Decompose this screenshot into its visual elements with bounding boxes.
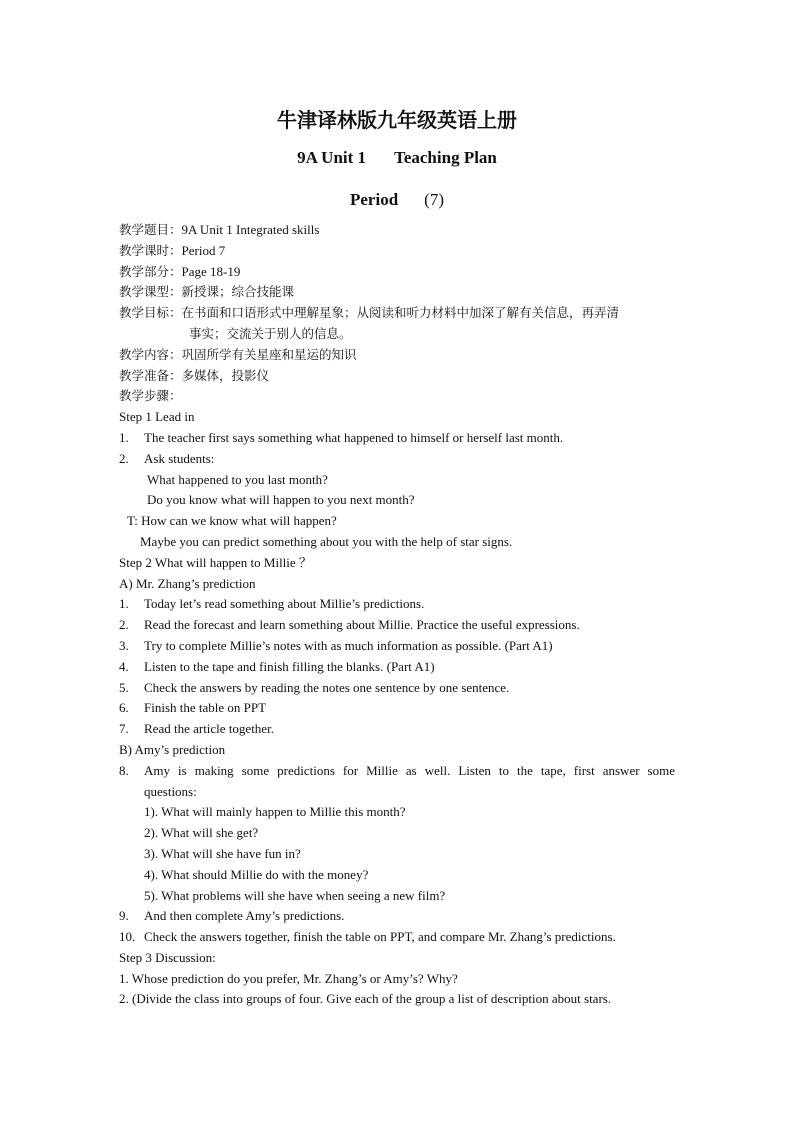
list-item: 3. Try to complete Millie’s notes with as much information as possible. (Part A1) (119, 637, 553, 653)
maybe-line: Maybe you can predict something about you with the help of star signs. (140, 533, 513, 549)
list-item: 9. And then complete Amy’s predictions. (119, 908, 345, 924)
period-heading (0, 190, 794, 210)
meta-steps: 教学步骤： (119, 388, 182, 404)
period-label: Period (350, 190, 399, 209)
list-item: 1. Today let’s read something about Millie’s predictions. (119, 596, 425, 612)
unit-label: 9A Unit 1 (297, 148, 367, 167)
list-item: 2. Ask students: (119, 450, 215, 466)
list-item: 2. Read the forecast and learn something about Millie. Practice the useful expressions. (119, 617, 580, 633)
list-item: 7. Read the article together. (119, 721, 274, 737)
question-line: 4). What should Millie do with the money? (144, 866, 369, 882)
step2-heading: Step 2 What will happen to Millie ？ (119, 554, 312, 570)
meta-content: 教学内容：巩固所学有关星座和星运的知识 (119, 346, 357, 362)
list-item: 8. Amy is making some predictions for Millie as well. Listen to the tape, first answer some (119, 762, 675, 778)
list-item: 4. Listen to the tape and finish filling the blanks. (Part A1) (119, 658, 435, 674)
part-a-heading: A) Mr. Zhang’s prediction (119, 575, 256, 591)
meta-goal: 教学目标：在书面和口语形式中理解星象；从阅读和听力材料中加深了解有关信息，再弄清 (119, 305, 620, 321)
list-item: 5. Check the answers by reading the notes one sentence by one sentence. (119, 679, 510, 695)
meta-prep: 教学准备：多媒体，投影仪 (119, 367, 270, 383)
teacher-line: T: How can we know what will happen? (127, 513, 337, 529)
lesson-body (119, 220, 675, 1010)
list-item: 6. Finish the table on PPT (119, 700, 267, 716)
question-line: Do you know what will happen to you next month? (147, 492, 415, 508)
document-title: 牛津译林版九年级英语上册 (277, 108, 517, 132)
question-line: What happened to you last month? (147, 471, 328, 487)
meta-part: 教学部分：Page 18-19 (119, 263, 241, 279)
meta-topic: 教学题目：9A Unit 1 Integrated skills (119, 222, 320, 237)
question-line: 1). What will mainly happen to Millie this month? (144, 804, 406, 820)
period-number: (7) (424, 190, 444, 209)
step1-heading: Step 1 Lead in (119, 409, 195, 425)
step3-heading: Step 3 Discussion: (119, 949, 216, 965)
meta-time: 教学课时：Period 7 (119, 242, 226, 258)
discussion-line: 2. (Divide the class into groups of four. Give each of the group a list of description about stars. (119, 991, 612, 1007)
question-line: 5). What problems will she have when seeing a new film? (144, 887, 446, 903)
meta-type: 教学课型：新授课；综合技能课 (119, 284, 295, 300)
list-item: 10. Check the answers together, finish the table on PPT, and compare Mr. Zhang’s predictions. (119, 929, 616, 945)
question-line: 2). What will she get? (144, 825, 259, 841)
part-b-heading: B) Amy’s prediction (119, 741, 226, 757)
question-line: 3). What will she have fun in? (144, 845, 301, 861)
list-item: 1. The teacher first says something what happened to himself or herself last month. (119, 429, 564, 445)
meta-goal-continued: 事实；交流关于别人的信息。 (189, 325, 352, 341)
teaching-plan-label: Teaching Plan (394, 148, 497, 167)
list-item-continued: questions: (144, 783, 197, 799)
unit-heading (0, 148, 794, 168)
discussion-line: 1. Whose prediction do you prefer, Mr. Zhang’s or Amy’s? Why? (119, 970, 458, 986)
